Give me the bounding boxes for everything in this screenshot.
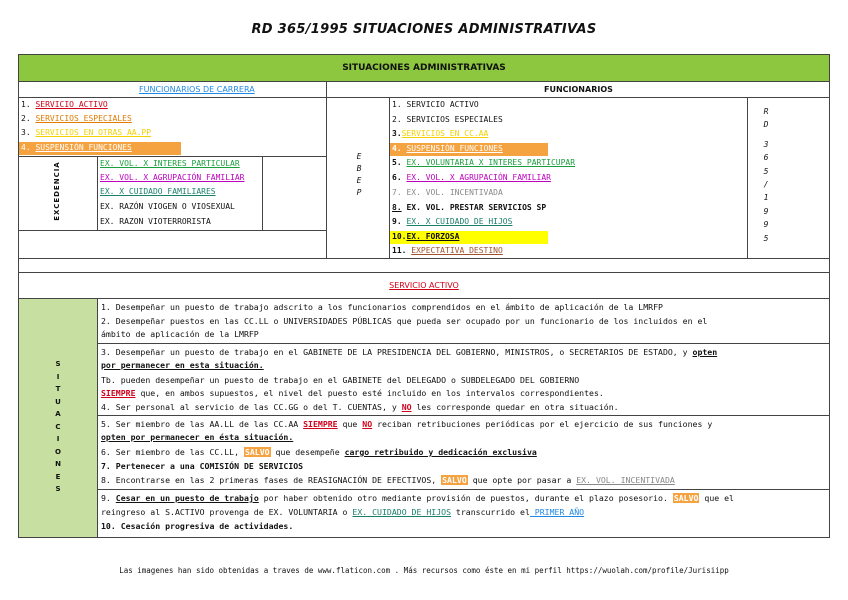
right-item-4: 4. SUSPENSIÓN FUNCIONES: [390, 143, 548, 156]
sa-line-3b: por permanecer en esta situación.: [101, 360, 264, 370]
funcionarios-heading: FUNCIONARIOS: [544, 85, 613, 94]
sa-line-3d: SIEMPRE que, en ambos supuestos, el nivel del puesto esté incluido en los intervalos correspondientes.: [101, 388, 604, 398]
right-item-5: 5. EX. VOLUNTARIA X INTERES PARTICUPAR: [392, 158, 576, 167]
left-item-1: 1. SERVICIO ACTIVO: [21, 100, 108, 109]
excedencia-label: EXCEDENCIA: [53, 161, 61, 221]
rd-label: R D 3 6 5 / 1 9 9 5: [763, 107, 769, 243]
exc-cuidado-familiares: EX. X CUIDADO FAMILIARES: [100, 187, 216, 196]
sa-line-5c: opten por permanecer en ésta situación.: [101, 432, 294, 442]
situaciones-label: S I T U A C I O N E S: [55, 360, 61, 493]
sa-line-1: 1. Desempeñar un puesto de trabajo adscrito a los funcionarios comprendidos en el ámbito de aplicación de la LMRFP: [101, 302, 663, 312]
sa-line-10: 10. Cesación progresiva de actividades.: [101, 521, 294, 531]
sa-line-9c: reingreso al S.ACTIVO provenga de EX. VOLUNTARIA o EX. CUIDADO DE HIJOS transcurrido el PRIMER AÑO: [101, 507, 585, 517]
footer-credits: Las imagenes han sido obtenidas a traves de www.flaticon.com . Más recursos como éste en mi perfil https://wuolah.com/profile/Jurisiipp: [119, 566, 729, 575]
sa-line-2b: ámbito de aplicación de la LMRFP: [101, 329, 259, 339]
ebep-label: E B E P: [356, 152, 362, 197]
sa-line-4: 4. Ser personal al servicio de las CC.GG o del T. CUENTAS, y NO les corresponde quedar en otra situación.: [101, 402, 619, 412]
right-item-10: 10.EX. FORZOSA: [390, 231, 548, 244]
sa-line-3a: 3. Desempeñar un puesto de trabajo en el GABINETE DE LA PRESIDENCIA DEL GOBIERNO, MINISTROS, o SECRETARIOS DE ESTADO, y opten: [101, 347, 718, 357]
right-item-6: 6. EX. VOL. X AGRUPACIÓN FAMILIAR: [392, 173, 551, 182]
sa-line-6: 6. Ser miembro de las CC.LL, SALVO que desempeñe cargo retribuido y dedicación exclusiva: [101, 447, 537, 457]
left-item-2: 2. SERVICIOS ESPECIALES: [21, 114, 132, 123]
sa-line-3c: Tb. pueden desempeñar un puesto de trabajo en el GABINETE del DELEGADO o SUBDELEGADO DEL GOBIERNO: [101, 375, 580, 385]
sa-line-7: 7. Pertenecer a una COMISIÓN DE SERVICIOS: [101, 461, 304, 471]
sa-line-9a: 9. Cesar en un puesto de trabajo por haber obtenido otro mediante provisión de puestos, durante el plazo posesorio. SALVO que el: [101, 493, 734, 503]
right-item-9: 9. EX. X CUIDADO DE HIJOS: [392, 217, 513, 226]
right-item-2: 2. SERVICIOS ESPECIALES: [392, 115, 503, 124]
right-item-11: 11. EXPECTATIVA DESTINO: [392, 246, 503, 255]
right-item-1: 1. SERVICIO ACTIVO: [392, 100, 479, 109]
right-item-8: 8. EX. VOL. PRESTAR SERVICIOS SP: [392, 203, 547, 212]
funcionarios-carrera-heading: FUNCIONARIOS DE CARRERA: [139, 85, 255, 94]
right-item-3: 3.SERVICIOS EN CC.AA: [392, 129, 489, 138]
sa-line-2a: 2. Desempeñar puestos en las CC.LL o UNIVERSIDADES PÚBLICAS que pueda ser ocupado por un funcionario de los incluidos en el: [101, 316, 708, 326]
table-header: SITUACIONES ADMINISTRATIVAS: [19, 55, 829, 82]
sa-line-5a: 5. Ser miembro de las AA.LL de las CC.AA SIEMPRE que NO reciban retribuciones periódicas por el ejercicio de sus funciones y: [101, 419, 713, 429]
situaciones-table: [18, 54, 830, 538]
exc-viogen: EX. RAZÓN VIOGEN O VIOSEXUAL: [100, 202, 235, 211]
exc-interes-particular: EX. VOL. X INTERES PARTICULAR: [100, 159, 240, 168]
exc-agrupacion-familiar: EX. VOL. X AGRUPACIÓN FAMILIAR: [100, 173, 245, 182]
left-item-3: 3. SERVICIOS EN OTRAS AA.PP: [21, 128, 152, 137]
left-item-4: 4. SUSPENSIÓN FUNCIONES: [19, 142, 181, 155]
sa-line-8: 8. Encontrarse en las 2 primeras fases de REASIGNACIÓN DE EFECTIVOS, SALVO que opte por pasar a EX. VOL. INCENTIVADA: [101, 475, 675, 485]
page-title: RD 365/1995 SITUACIONES ADMINISTRATIVAS: [251, 22, 597, 37]
exc-vioterrorista: EX. RAZON VIOTERRORISTA: [100, 217, 211, 226]
right-item-7: 7. EX. VOL. INCENTIVADA: [392, 188, 503, 197]
servicio-activo-heading: SERVICIO ACTIVO: [389, 281, 459, 290]
